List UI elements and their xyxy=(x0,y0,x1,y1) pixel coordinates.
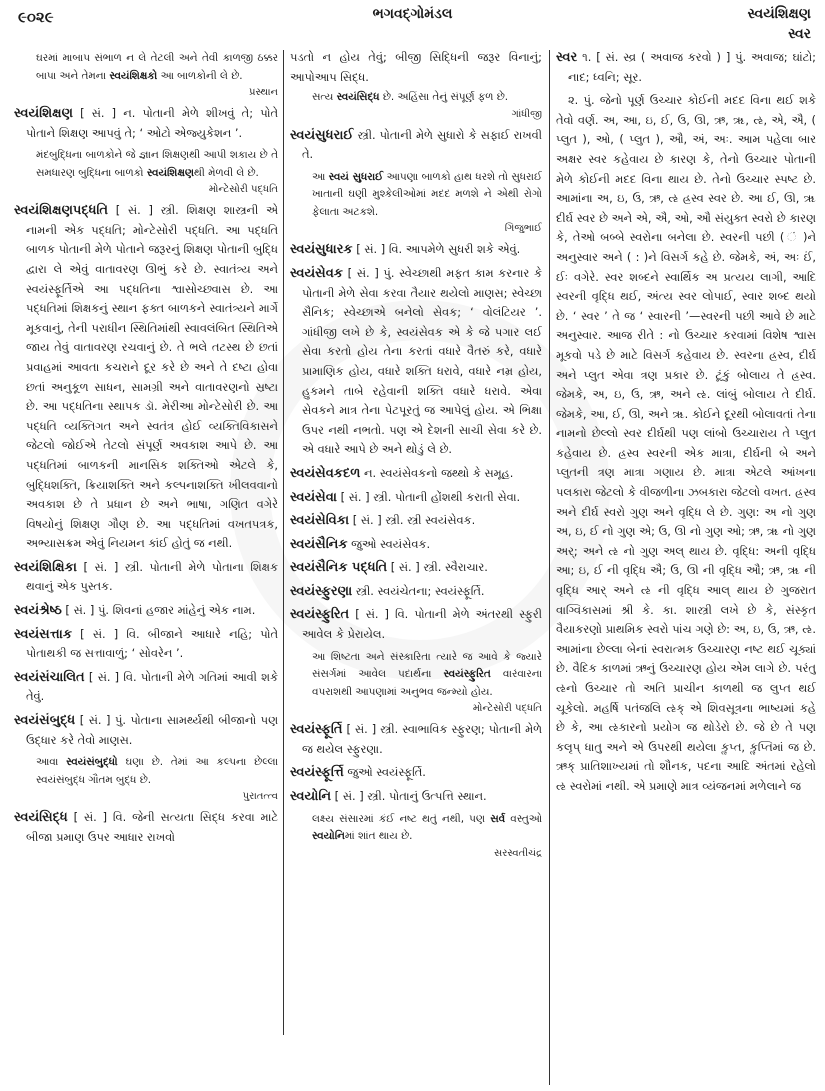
grammar-label: [ સં. ] પું. xyxy=(343,265,400,280)
headword: સ્વયંશિક્ષણપદ્ધતિ xyxy=(14,203,108,219)
quotation-source: પુરાતત્ત્વ xyxy=(242,791,278,803)
definition: શિવનાં હજાર માંહેનું એક નામ. xyxy=(112,603,256,618)
headword: સ્વયંસ્ફૂર્ત્તિ xyxy=(290,765,344,781)
headword: સ્વયોનિ xyxy=(290,788,332,804)
dictionary-entry xyxy=(290,464,542,484)
headword: સ્વયંસૈનિક xyxy=(290,536,348,552)
sense-number: ૧. xyxy=(577,50,597,64)
definition: જેની સત્યતા સિદ્ધ કરવા માટે બીજા પ્રમાણ ઉપર આધાર રાખવો xyxy=(26,810,278,844)
grammar-label: [ સં. ] વિ. xyxy=(72,626,148,641)
headword: સ્વયંસંબુદ્ધ xyxy=(14,713,76,729)
dictionary-entry xyxy=(290,720,542,759)
headword: સ્વયંશ્રેષ્ઠ xyxy=(14,603,62,619)
quotation: આવા સ્વયંસંબુદ્ધો ઘણા છે. તેમાં આ કલ્પના છેલ્લા સ્વયંસંબુદ્ધ ગૌતમ બુદ્ધ છે. xyxy=(36,756,278,786)
dictionary-entry xyxy=(290,558,542,578)
headword: સ્વર xyxy=(556,50,578,65)
dictionary-entry xyxy=(290,240,542,260)
dictionary-entry xyxy=(14,625,278,664)
column-2 xyxy=(290,48,542,1088)
definition: શિક્ષણ શાસ્ત્રની એ નામની એક પદ્ધતિ; મોન્ટેસોરી પદ્ધતિ. આ પદ્ધતિ બાળક પોતાની મેળે પોતાને જરૂરનું શિક્ષણ પોતાની બુદ્ધિ દ્વારા લે એવું વાતાવરણ ઊભું કરે છે. સ્વાતંત્ર્ય અને સ્વયંસ્ફૂર્તિએ આ પદ્ધતિના શ્વાસોચ્છ્વાસ છે. આ પદ્ધતિમાં શિક્ષકનું સ્થાન ફક્ત બાળકને સ્વાતંત્ર્યને માર્ગે મૂકવાનું, તેની પરાધીન સ્થિતિમાંથી સ્વાવલંબિત સ્થિતિએ જાય તેવું વાતાવરણ રચવાનું છે. તે ભલે તટસ્થ છે છતાં પ્રવાહમાં આવતા કચરાને દૂર કરે છે અને તે દષ્ટા હોવા છતાં અનુકૂળ સાધન, સામગ્રી અને વાતાવરણનો સ્રષ્ટા છે. આ પદ્ધતિના સ્થાપક ડૉ. મેરીઆ મોન્ટેસોરી છે. આ પદ્ધતિ વ્યક્તિગત અને સ્વતંત્ર હોઈ વ્યક્તિવિકાસને જેટલો જોઈએ તેટલો સંપૂર્ણ અવકાશ આપે છે. આ પદ્ધતિમાં બાળકની માનસિક શક્તિઓ એટલે કે, બુદ્ધિશક્તિ, ક્રિયાશક્તિ અને કલ્પનાશક્તિ ખીલવવાનો અવકાશ છે તે પ્રધાન છે અને ભાષા, ગણિત વગેરે વિષયોનું શિક્ષણ ગૌણ છે. આ પદ્ધતિમાં વખતપત્રક, અભ્યાસક્રમ એવું નિયમન કાંઈ હોતું જ નથી. xyxy=(26,203,278,551)
grammar-label: [ સં. ] ન. xyxy=(72,106,143,120)
definition: સ્વયંચેતના; સ્વયંસ્ફૂર્તિ. xyxy=(377,583,485,598)
headword: સ્વયંસ્ફુરણા xyxy=(290,583,353,599)
dictionary-columns xyxy=(0,48,825,1088)
definition: પોતાની મેળે શીખવું તે; પોતે પોતાને શિક્ષણ આપવું તે; ‘ ઓટો એજ્યુકેશન ’. xyxy=(26,106,278,140)
quotation-source: ગાંધીજી xyxy=(511,108,542,120)
quotation: આ શિષ્ટતા અને સંસ્કારિતા ત્યારે જ આવે કે જ્યારે સંસર્ગમાં આવેલ પદાર્થના સ્વયંસ્ફુરિત વારંવારના વપરાશથી આપણામાં અનુભવ જન્મ્યો હોય. xyxy=(312,650,542,698)
definition: આપમેળે સુધરી શકે એવું. xyxy=(405,242,521,257)
guide-word-first: સ્વયંશિક્ષણ xyxy=(747,6,811,22)
dictionary-entry xyxy=(290,535,542,555)
definition-sense-2: ૨. પું. જેનો પૂર્ણ ઉચ્ચાર કોઈની મદદ વિના થઈ શકે તેવો વર્ણ. અ, આ, ઇ, ઈ, ઉ, ઊ, ઋ, ૠ, ઌ, એ, ઐ, ( પ્લુત ), ઓ, ( પ્લુત ), ઔ, અં, અઃ. આમ પહેલા બાર અક્ષર સ્વર કહેવાય છે કારણ કે, તેનો ઉચ્ચાર પોતાની મેળે કોઈની મદદ વિના થાય છે. તેનો ઉચ્ચાર સ્પષ્ટ છે. આમાંના અ, ઇ, ઉ, ઋ, ઌ હ્રસ્વ સ્વર છે. આ ઈ, ઊ, ૠ દીર્ઘ સ્વર છે અને એ, ઐ, ઓ, ઔ સંયુક્ત સ્વરો છે કારણ કે, તેઓ બબ્બે સ્વરોના બનેલા છે. સ્વરની પછી ( ં )ને અનુસ્વાર અને ( : )ને વિસર્ગ કહે છે. જેમકે, અં, અઃ ઈં, ઈઃ વગેરે. સ્વર શબ્દને સ્વાર્થિક અ પ્રત્યય લાગી, આદિ સ્વરની વૃદ્ધિ થઈ, અંત્ય સ્વર લોપાઈ, સ્વાર શબ્દ થયો છે. ‘ સ્વર ’ તે જ ‘ સ્વારની ’—સ્વરની પછી આવે છે માટે અનુસ્વાર. આજ રીતે : નો ઉચ્ચાર કરવામાં વિશેષ શ્વાસ મૂકવો પડે છે માટે વિસર્ગ કહેવાય છે. સ્વરના હ્રસ્વ, દીર્ઘ અને પ્લુત એવા ત્રણ પ્રકાર છે. ટૂંકું બોલાય તે હ્રસ્વ. જેમકે, અ, ઇ, ઉ, ઋ, અને ઌ. લાંબું બોલાય તે દીર્ઘ. જેમકે, આ, ઈ, ઊ, અને ૠ. કોઈને દૂરથી બોલાવતાં તેના નામનો છેલ્લો સ્વર દીર્ઘથી પણ લાંબો ઉચ્ચારાય તે પ્લુત કહેવાય છે. હ્રસ્વ સ્વરની એક માત્રા, દીર્ઘની બે અને પ્લુતની ત્રણ માત્રા ગણાય છે. માત્રા એટલે આંખના પલકારા જેટલો કે વીજળીના ઝબકારા જેટલો વખત. હ્રસ્વ અને દીર્ઘ સ્વરો ગુણ અને વૃદ્ધિ લે છે. ગુણ: અ નો ગુણ અ, ઇ, ઈ નો ગુણ એ; ઉ, ઊ નો ગુણ ઓ; ઋ, ૠ નો ગુણ અર્; અને ઌ નો ગુણ અલ્ થાય છે. વૃદ્ધિ: અની વૃદ્ધિ આ; ઇ, ઈ ની વૃદ્ધિ ઐ; ઉ, ઊ ની વૃદ્ધિ ઔ; ઋ, ૠ ની વૃદ્ધિ આર્ અને ઌ ની વૃદ્ધિ આલ્ થાય છે ગુજરાત વાગ્વિકાસમાં શ્રી કે. કા. શાસ્ત્રી લખે છે કે, સંસ્કૃત વૈયાકરણો પ્રાથમિક સ્વરો પાંચ ગણે છે: અ, ઇ, ઉ, ઋ, ઌ. આમાંના છેલ્લા બેનાં સ્વરાત્મક ઉચ્ચારણ નષ્ટ થઈ ચૂક્યાં છે. વૈદિક કાળમાં ઋનું ઉચ્ચારણ હોય એમ લાગે છે. પરંતુ ઌનો ઉચ્ચાર તો અતિ પ્રાચીન કાળથી જ લુપ્ત થઈ ચૂકેલો. મહર્ષિ પતંજલિ ઌક્ એ શિવસૂત્રના ભાષ્યમાં કહે છે કે, આ ઌકારનો પ્રયોગ જ થોડેરો છે. જે છે તે પણ કલૃપ્ ધાતુ અને એ ઉપરથી થયેલા કૢપ્ત, કૢપ્તિમાં જ છે. ઋક્ પ્રાતિશાખ્યમાં તો શૌનક, પદના આદિ અંતમાં રહેલો ઌ સ્વરોમાં નથી. એ પ્રમાણે માત્ર વ્યંજનમાં મળેલાને જ xyxy=(556,93,816,793)
headword: સ્વયંસેવિકા xyxy=(290,513,350,529)
definition: પોતાની મેળે સુધારો કે સફાઈ રાખવી તે. xyxy=(302,127,542,162)
dictionary-entry xyxy=(14,201,278,554)
grammar-label: [ સં. ] સ્ત્રી. xyxy=(342,722,403,737)
quotation: મંદબુદ્ધિના બાળકોને જે જ્ઞાન શિક્ષણથી આપી શકાય છે તે સમધારણ બુદ્ધિના બાળકો સ્વયંશિક્ષણથી મેળવી લે છે. xyxy=(36,149,278,179)
dictionary-entry xyxy=(290,787,542,807)
quotation: આ સ્વયં સુધરાઈ આપણા બાળકો હાથ ધરશે તો સુધરાઈ ખાતાની ઘણી મુશ્કેલીઓમાં મદદ મળશે ને એથી રોગો ફેલાતા અટકશે. xyxy=(312,170,542,218)
dictionary-entry xyxy=(14,601,278,621)
quotation-source: સરસ્વતીચંદ્ર xyxy=(494,847,542,859)
quotation-source: મોન્ટેસોરી પદ્ધતિ xyxy=(472,703,542,715)
dictionary-entry xyxy=(290,763,542,783)
definition: પોતાની મેળે પોતાના શિક્ષક થવાનું એક પુસ્તક. xyxy=(26,559,278,594)
grammar-label: [ સં. ] વિ. xyxy=(349,607,415,622)
headword: સ્વયંસ્ફુરિત xyxy=(290,607,350,623)
grammar-label: [ સં. ] પું. xyxy=(75,713,131,728)
headword: સ્વયંસત્તાક xyxy=(14,626,73,642)
dictionary-entry xyxy=(290,511,542,531)
dictionary-entry xyxy=(14,711,278,750)
headword: સ્વયંસેવા xyxy=(290,489,337,505)
definition: અવાજ; ઘાંટો; નાદ; ધ્વનિ; સૂર. xyxy=(568,50,816,84)
grammar-label: [ સં. ] સ્ત્રી. xyxy=(387,560,446,575)
headword: સ્વયંસુધારક xyxy=(290,242,353,258)
quotation-source: મોન્ટેસોરી પદ્ધતિ xyxy=(208,184,278,196)
dictionary-entry xyxy=(556,48,816,87)
dictionary-entry xyxy=(290,264,542,460)
grammar-label: [ સં. ] સ્ત્રી. xyxy=(331,788,389,803)
definition: પોતાનું ઉત્પત્તિ સ્થાન. xyxy=(389,788,487,803)
definition: સ્વયંસેવકનો જથ્થો કે સમૂહ. xyxy=(379,465,514,480)
definition: સ્ત્રી સ્વયંસેવક. xyxy=(407,513,476,528)
column-3 xyxy=(556,48,816,1088)
running-title: ભગવદ્ગોમંડલ xyxy=(372,6,453,22)
page-header xyxy=(0,0,825,46)
headword: સ્વયંસ્ફૂર્તિ xyxy=(290,722,343,738)
definition: સ્વાભાવિક સ્ફુરણ; પોતાની મેળે જ થયેલ સ્ફુરણા. xyxy=(302,722,542,756)
dictionary-entry xyxy=(14,104,278,143)
quotation-source: ગિજુભાઈ xyxy=(504,223,542,235)
grammar-label: [ સં. ] સ્ત્રી. xyxy=(107,203,187,218)
definition: સ્વૈરાચાર. xyxy=(445,560,488,575)
dictionary-entry xyxy=(290,488,542,508)
definition: પોતાની મેળે અંતરથી સ્ફુરી આવેલ કે પ્રેરાયેલ. xyxy=(302,607,542,642)
headword: સ્વયંસેવક xyxy=(290,265,343,281)
grammar-label: [ સં. ] સ્ત્રી. xyxy=(349,513,408,528)
cross-reference-link[interactable]: જુઓ સ્વયંસ્ફૂર્તિ. xyxy=(347,765,426,780)
dictionary-entry xyxy=(290,582,542,602)
grammar-label: [ સં. ] સ્ત્રી. xyxy=(337,489,395,504)
quotation: ઘરમાં માબાપ સંભાળ ન લે તેટલી અને તેવી કાળજી ઠક્કર બાપા અને તેમના સ્વયંશિક્ષકો આ બાળકોની લે છે. xyxy=(36,52,278,82)
definition: પોતાની મેળે ગતિમાં આવી શકે તેવું. xyxy=(26,669,278,704)
headword: સ્વયંશિક્ષણ xyxy=(14,106,73,121)
definition: બીજાને આધારે નહિ; પોતે પોતાથકી જ સત્તાવાળું; ‘ સોવરેન ’. xyxy=(26,626,278,661)
headword: સ્વયંસંચાલિત xyxy=(14,669,85,685)
definition: સ્વેચ્છાથી મફત કામ કરનાર કે પોતાની મેળે સેવા કરવા તૈયાર થયેલો માણસ; સ્વેચ્છા સૈનિક; સ્વેચ્છાએ બનેલો સેવક; ‘ વોલંટિયર ’. ગાંધીજી લખે છે કે, સ્વયંસેવક એ કે જે પગાર લઈ સેવા કરતો હોય તેના કરતાં વધારે વૈતરું કરે, વધારે પ્રામાણિક હોય, વધારે શક્તિ ધરાવે, વધારે નમ્ર હોય, હુકમને તાબે રહેવાની શક્તિ વધારે ધરાવે. એવા સેવકને માત્ર તેના પેટપૂરતું જ આપેલું હોય. એ ભિક્ષા ઉપર નથી નભતો. પણ એ દેશની સાચી સેવા કરે છે. એ વધારે આપે છે અને થોડું લે છે. xyxy=(302,265,542,457)
grammar-label: સ્ત્રી. xyxy=(353,127,380,142)
headword: સ્વયંસિદ્ધ xyxy=(14,810,68,826)
definition: પોતાના સામર્થ્યથી બીજાનો પણ ઉદ્ધાર કરે તેવો માણસ. xyxy=(26,713,278,747)
page-number: ૯૦૨૯ xyxy=(18,8,54,26)
dictionary-entry xyxy=(14,558,278,597)
quotation-source: પ્રસ્થાન xyxy=(248,87,278,98)
headword: સ્વયંશિક્ષિકા xyxy=(14,559,77,575)
dictionary-entry xyxy=(290,605,542,644)
dictionary-entry xyxy=(14,808,278,847)
grammar-label: ન. xyxy=(360,465,380,480)
quotation: સત્ય સ્વયંસિદ્ધ છે. અહિંસા તેનું સંપૂર્ણ ફળ છે. xyxy=(312,91,509,104)
definition-continued: પડતો ન હોય તેવું; બીજી સિદ્ધિની જરૂર વિનાનું; આપોઆપ સિદ્ધ. xyxy=(290,50,542,84)
grammar-label: [ સં. ] વિ. xyxy=(67,810,133,825)
column-1 xyxy=(14,48,278,1088)
guide-word-last: સ્વર xyxy=(788,26,811,42)
headword: સ્વયંસેવકદળ xyxy=(290,465,361,481)
grammar-label: [ સં. સ્વ્ર ( અવાજ કરવો ) ] પું. xyxy=(596,50,752,64)
dictionary-entry xyxy=(290,126,542,165)
grammar-label: [ સં. ] વિ. xyxy=(352,242,406,257)
headword: સ્વયંસુધરાઈ xyxy=(290,127,354,143)
grammar-label: [ સં. ] વિ. xyxy=(84,669,141,684)
grammar-label: [ સં. ] સ્ત્રી. xyxy=(76,559,150,574)
cross-reference-link[interactable]: જુઓ સ્વયંસેવક. xyxy=(351,536,431,551)
dictionary-entry xyxy=(14,668,278,707)
headword: સ્વયંસૈનિક પદ્ધતિ xyxy=(290,560,388,576)
grammar-label: [ સં. ] પું. xyxy=(61,603,113,618)
grammar-label: સ્ત્રી. xyxy=(352,583,378,598)
definition: પોતાની હોંશથી કરાતી સેવા. xyxy=(394,489,521,504)
quotation: લક્ષ્ય સંસારમાં કંઈ નષ્ટ થતું નથી, પણ સર્વ વસ્તુઓ સ્વયોનિમાં શાંત થાય છે. xyxy=(312,812,542,843)
